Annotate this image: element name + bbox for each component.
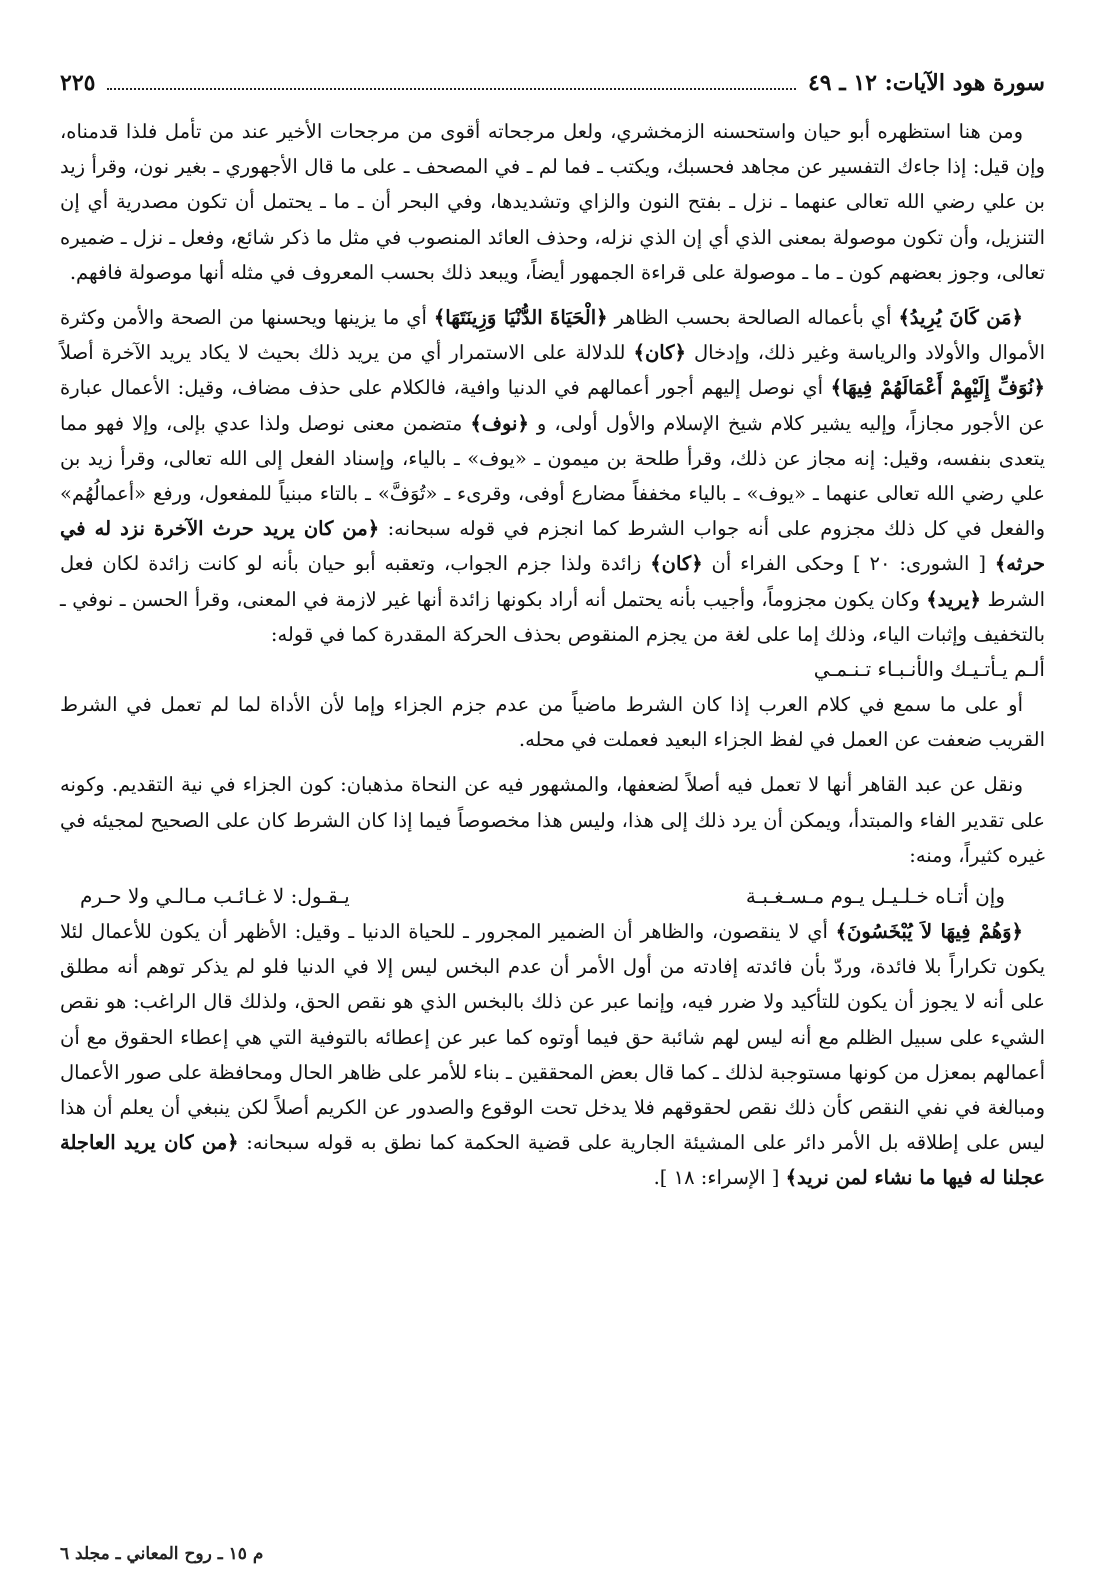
verse-second-hemistich: يـقـول: لا غـائـب مـالـي ولا حـرم	[80, 884, 350, 909]
commentary-text: [ الشورى: ٢٠ ] وحكى الفراء أن	[702, 552, 995, 576]
commentary-text: أي نوصل إليهم أجور أعمالهم في الدنيا وافية، فالكلام على حذف مضاف، وقيل: الأعمال عبارة عن الأجور مجازاً، وإليه يشير كلام شيخ الإسلام والأول أولى، و	[60, 376, 1045, 435]
quran-quote: ﴿من كان يريد العاجلة عجلنا له فيها ما نشاء لمن نريد﴾	[60, 1131, 1045, 1190]
header-title: سورة هود الآيات: ١٢ ـ ٤٩	[807, 70, 1045, 96]
body-text	[60, 114, 1045, 1196]
commentary-text: متضمن معنى نوصل ولذا عدي بإلى، وإلا فهو مما يتعدى بنفسه، وقيل: إنه مجاز عن ذلك، وقرأ طلحة بن ميمون ـ «يوف» ـ بالياء، وإسناد الفعل إلى الله تعالى، وقرأ زيد بن علي رضي الله تعالى عنهما ـ «يوف» ـ بالياء مخففاً مضارع أوفى، وقرىء ـ «تُوَفَّ» ـ بالتاء مبنياً للمفعول، ورفع «أعمالُهُم» والفعل في كل ذلك مجزوم على أنه جواب الشرط كما انجزم في قوله سبحانه:	[60, 411, 1045, 541]
paragraph-4: ونقل عن عبد القاهر أنها لا تعمل فيه أصلاً لضعفها، والمشهور فيه عن النحاة مذهبان: كون الجزاء في نية التقديم. وكونه على تقدير الفاء والمبتدأ، ويمكن أن يرد ذلك إلى هذا، وليس هذا مخصوصاً فيما إذا كان الشرط كان على الصحيح لمجيئه في غيره كثيراً، ومنه:	[60, 773, 1045, 867]
paragraph-3: أو على ما سمع في كلام العرب إذا كان الشرط ماضياً من عدم جزم الجزاء وإما لأن الأداة لما لم تعمل في الشرط القريب ضعفت عن العمل في لفظ الجزاء البعيد فعملت في محله.	[60, 693, 1045, 752]
quran-quote: ﴿نوف﴾	[470, 411, 529, 435]
quran-quote: ﴿من كان يريد حرث الآخرة نزد له في حرثه﴾	[60, 517, 1045, 576]
commentary-text: للدلالة على الاستمرار أي من يريد ذلك بحيث لا يكاد يريد الآخرة أصلاً	[60, 341, 634, 365]
quran-quote: ﴿الْحَيَاةَ الدُّنْيَا وَزِينَتَهَا﴾	[433, 306, 608, 330]
paragraph-1: ومن هنا استظهره أبو حيان واستحسنه الزمخشري، ولعل مرجحاته أقوى من مرجحات الأخير عند من تأمل فلذا قدمناه، وإن قيل: إذا جاءك التفسير عن مجاهد فحسبك، ويكتب ـ فما لم ـ في المصحف ـ على ما قال الأجهوري ـ بغير نون، وقرأ زيد بن علي رضي الله تعالى عنهما ـ نزل ـ بفتح النون والزاي وتشديدها، وفي البحر أن ـ ما ـ يحتمل أن تكون مصدرية أي إن التنزيل، وأن تكون موصولة بمعنى الذي أي إن الذي نزله، وحذف العائد المنصوب في مثل ما ذكر شائع، وفعل ـ نزل ـ ضميره تعالى، وجوز بعضهم كون ـ ما ـ موصولة على قراءة الجمهور أيضاً، ويبعد ذلك بحسب المعروف في مثله أنها موصولة فافهم.	[60, 120, 1045, 284]
quran-quote: ﴿كان﴾	[650, 552, 703, 576]
commentary-text: [ الإسراء: ١٨ ].	[653, 1166, 786, 1190]
poetry-verse-1: ألـم يـأتـيـك والأنـبـاء تـنـمـي	[813, 657, 1045, 682]
poetry-verse-2	[80, 879, 1005, 914]
commentary-text: زائدة ولذا جزم الجواب، وتعقبه أبو حيان بأنه لو كانت زائدة لكان فعل الشرط	[60, 552, 1045, 611]
page	[60, 70, 1045, 1564]
verse-first-hemistich: وإن أتـاه خـلـيـل يـوم مـسـغـبـة	[745, 884, 1005, 909]
running-header	[60, 70, 1045, 114]
quran-quote: ﴿نُوَفِّ إِلَيْهِمْ أَعْمَالَهُمْ فِيهَا﴾	[830, 376, 1045, 400]
commentary-text: أي ما يزينها ويحسنها من الصحة والأمن وكثرة الأموال والأولاد والرياسة وغير ذلك، وإدخال	[60, 306, 1045, 365]
commentary-text: وكان يكون مجزوماً، وأجيب بأنه يحتمل أنه أراد بكونها زائدة أنها غير لازمة في المعنى، وقرأ الحسن ـ نوفي ـ بالتخفيف وإثبات الياء، وذلك إما على لغة من يجزم المنقوص بحذف الحركة المقدرة كما في قوله:	[60, 587, 1045, 646]
commentary-text: أي لا ينقصون، والظاهر أن الضمير المجرور ـ للحياة الدنيا ـ وقيل: الأظهر أن يكون للأعمال لئلا يكون تكراراً بلا فائدة، وردّ بأن فائدته إفادته من أول الأمر أن عدم البخس ليس إلا في الدنيا فلو لم يذكر توهم أنه مطلق على أنه لا يجوز أن يكون للتأكيد ولا ضرر فيه، وإنما عبر عن ذلك بالبخس الذي هو نقص الحق، ولذلك قال الراغب: هو نقص الشيء على سبيل الظلم مع أنه ليس لهم شائبة حق فيما أوتوه كما عبر عن إعطائه بالتوفية التي هي إعطاء الحقوق مع أن أعمالهم بمعزل من كونها مستوجبة لذلك ـ كما قال بعض المحققين ـ بناء للأمر على ظاهر الحال ومحافظة على صور الأعمال ومبالغة في نفي النقص كأن ذلك نقص لحقوقهم فلا يدخل تحت الوقوع والصدور عن الكريم أصلاً لكن ينبغي أن يعلم أن هذا ليس على إطلاقه بل الأمر دائر على المشيئة الجارية على قضية الحكمة كما نطق به قوله سبحانه:	[60, 920, 1045, 1155]
header-dotted-leader	[107, 74, 795, 90]
quran-quote: ﴿يريد﴾	[926, 587, 981, 611]
commentary-text: أي بأعماله الصالحة بحسب الظاهر	[607, 306, 899, 330]
quran-quote: ﴿وَهُمْ فِيهَا لاَ يُبْخَسُونَ﴾	[835, 920, 1023, 944]
page-footer-signature: م ١٥ ـ روح المعاني ـ مجلد ٦	[60, 1544, 264, 1564]
page-number: ٢٢٥	[60, 70, 96, 96]
quran-quote: ﴿مَن كَانَ يُرِيدُ﴾	[898, 306, 1023, 330]
paragraph-5	[60, 914, 1045, 1196]
quran-quote: ﴿كان﴾	[633, 341, 686, 365]
paragraph-2	[60, 300, 1045, 652]
